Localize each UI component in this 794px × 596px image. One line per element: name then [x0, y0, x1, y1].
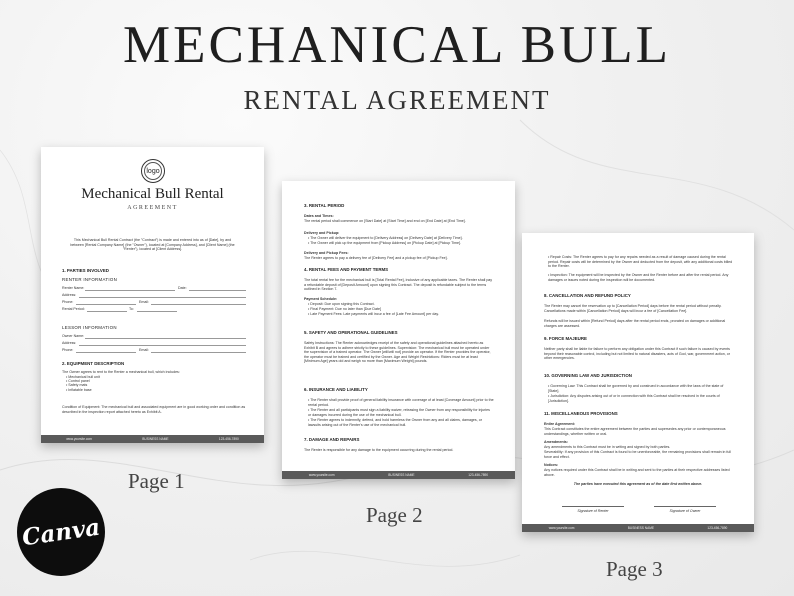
- footer-website: www.yoursite.com: [308, 473, 335, 477]
- section-fees: 4. RENTAL FEES AND PAYMENT TERMS: [304, 267, 389, 272]
- headline-title: MECHANICAL BULL: [123, 16, 671, 74]
- section-insurance: 6. INSURANCE AND LIABILITY: [304, 387, 368, 392]
- field-label: Address:: [62, 341, 77, 345]
- signature-label-renter: Signature of Renter: [577, 509, 609, 513]
- field-line: [76, 352, 136, 353]
- field-line: [151, 304, 246, 305]
- footer-website: www.yoursite.com: [66, 437, 92, 441]
- footer-phone: 123-456-7890: [468, 473, 489, 477]
- subheading: Notices:: [544, 463, 559, 467]
- paragraph: The rental period shall commence on [Start Date] at [Start Time] and end on [End Date] at [End Time].: [304, 219, 466, 223]
- page-label-2: Page 2: [366, 503, 423, 527]
- field-label: Date:: [178, 286, 187, 290]
- subheading: Delivery and Pickup Fees:: [304, 251, 349, 255]
- list-item: • Inflatable base: [66, 388, 92, 392]
- canva-badge-text: Canva: [20, 513, 102, 551]
- page-label-1: Page 1: [128, 469, 185, 493]
- paragraph: The Renter is responsible for any damage to the equipment occurring during the rental period.: [304, 448, 454, 452]
- field-label: To:: [129, 307, 134, 311]
- list-item: • The Owner will deliver the equipment to [Delivery Address] on [Delivery Date] at [Delivery Time].: [308, 236, 463, 240]
- document-page-1: [41, 147, 264, 443]
- section-parties: 1. PARTIES INVOLVED: [62, 268, 109, 273]
- footer-phone: 123-456-7890: [218, 437, 239, 441]
- paragraph: Any amendments to this Contract must be in writing and signed by both parties.: [544, 445, 671, 449]
- list-item: • Repair Costs: The Renter agrees to pay for any repairs needed as a result of damage caused during the rental period. Repair costs will be determined by the Owner and deducted from the deposit, with any additional costs billed to the Renter.: [548, 255, 733, 269]
- witness-statement: The parties have executed this agreement as of the date first written above.: [573, 482, 703, 486]
- lessor-info-heading: LESSOR INFORMATION: [62, 325, 117, 330]
- list-item: • The Owner will pick up the equipment from [Pickup Address] on [Pickup Date] at [Pickup Time].: [308, 241, 462, 245]
- condition-paragraph: Condition of Equipment: The mechanical bull and associated equipment are in good working order and condition as described in the inspection report attached hereto as Exhibit A.: [62, 405, 246, 414]
- list-item: • Late Payment Fees: Late payments will incur a fee of [Late Fee Amount] per day.: [308, 312, 439, 316]
- equipment-intro: The Owner agrees to rent to the Renter a mechanical bull, which includes:: [62, 370, 180, 374]
- signature-line: [654, 506, 716, 507]
- field-line: [137, 311, 177, 312]
- page-footer: [282, 471, 515, 479]
- section-cancellation: 8. CANCELLATION AND REFUND POLICY: [544, 293, 631, 298]
- subheading: Delivery and Pickup:: [304, 231, 340, 235]
- document-page-2: [282, 181, 515, 479]
- subheading: Dates and Times:: [304, 214, 334, 218]
- subheading: Amendments:: [544, 440, 568, 444]
- section-safety: 5. SAFETY AND OPERATIONAL GUIDELINES: [304, 330, 398, 335]
- document-subtitle: AGREEMENT: [127, 205, 178, 211]
- canva-badge-icon: [17, 488, 105, 576]
- section-damage: 7. DAMAGE AND REPAIRS: [304, 437, 360, 442]
- field-line: [79, 345, 246, 346]
- field-line: [189, 290, 246, 291]
- field-label: Address:: [62, 293, 77, 297]
- headline-subtitle: RENTAL AGREEMENT: [243, 85, 551, 115]
- paragraph: The total rental fee for the mechanical bull is [Total Rental Fee], inclusive of any applicable taxes. The Renter shall pay a refundable deposit of [Deposit Amount] upon signing this Contract. The deposit is refundable subject to the terms outlined in Section 7.: [304, 278, 493, 292]
- footer-business: BUSINESS NAME: [627, 526, 655, 530]
- paragraph: Refunds will be issued within [Refund Period] days after the rental period ends, prorated on damages or additional charges are assessed.: [544, 319, 726, 328]
- list-item: • Mechanical bull unit: [66, 375, 100, 379]
- list-item: • Jurisdiction: Any disputes arising out of or in connection with this Contract shall be resolved in the courts of [Jurisdiction].: [548, 394, 720, 403]
- logo-placeholder: logo: [141, 159, 165, 183]
- field-label: Renter Name:: [62, 286, 85, 290]
- footer-website: www.yoursite.com: [548, 526, 575, 530]
- section-rental-period: 3. RENTAL PERIOD: [304, 203, 345, 208]
- subheading: Payment Schedule:: [304, 297, 338, 301]
- field-label: Email:: [139, 300, 149, 304]
- list-item: • Governing Law: This Contract shall be governed by and construed in accordance with the laws of the state of [State].: [548, 384, 724, 393]
- document-title: Mechanical Bull Rental: [81, 186, 224, 202]
- page-footer: [522, 524, 754, 532]
- field-label: Owner Name:: [62, 334, 85, 338]
- paragraph: Severability: If any provision of this Contract is found to be unenforceable, the remaining provisions shall remain in full force and effect.: [544, 450, 731, 459]
- section-governing-law: 10. GOVERNING LAW AND JURISDICTION: [544, 373, 632, 378]
- field-label: Email:: [139, 348, 149, 352]
- field-line: [87, 311, 127, 312]
- list-item: • Control panel: [66, 379, 90, 383]
- paragraph: The Renter may cancel the reservation up to [Cancellation Period] days before the rental period without penalty. Cancellations made within [Cancellation Period] days will incur a fee of [Cancellation Fee].: [544, 304, 722, 313]
- paragraph: Neither party shall be liable for failure to perform any obligation under this Contract if such failure is caused by events beyond their reasonable control, including but not limited to natural disasters, acts of God, war, government action, or other emergencies.: [544, 347, 730, 361]
- field-label: Phone:: [62, 348, 74, 352]
- signature-line: [562, 506, 624, 507]
- field-line: [85, 290, 175, 291]
- footer-phone: 123-456-7890: [707, 526, 728, 530]
- field-line: [85, 338, 246, 339]
- paragraph: Safety Instructions: The Renter acknowledges receipt of the safety and operational guidelines attached hereto as Exhibit B and agrees to adhere strictly to these guidelines. Supervision: The mechanical bull must be operated under the supervision of a trained operator. The Owner [will/will not] provide an operator. If the Renter provides the operator, the operator must be trained and certified by the Owner. Age and Weight Restrictions: Riders must be at least [Minimum Age] years old and weigh no more than [Maximum Weight] pounds.: [304, 341, 491, 364]
- list-item: • The Renter and all participants must sign a liability waiver, releasing the Owner from any responsibility for injuries or damages incurred during the use of the mechanical bull.: [308, 408, 490, 417]
- renter-info-heading: RENTER INFORMATION: [62, 277, 118, 282]
- paragraph: The Renter agrees to pay a delivery fee of [Delivery Fee] and a pickup fee of [Pickup Fee].: [304, 256, 448, 260]
- section-equipment: 2. EQUIPMENT DESCRIPTION: [62, 361, 125, 366]
- footer-business: BUSINESS NAME: [142, 437, 169, 441]
- field-line: [79, 297, 246, 298]
- list-item: • Final Payment: Due no later than [Due Date]: [308, 307, 381, 311]
- list-item: • Inspection: The equipment will be inspected by the Owner and the Renter before and after the rental period. Any damages or issues noted during the inspection will be documented.: [548, 273, 729, 282]
- field-line: [151, 352, 246, 353]
- list-item: • Deposit: Due upon signing this Contract.: [308, 302, 375, 306]
- list-item: • The Renter agrees to indemnify, defend, and hold harmless the Owner from any and all claims, damages, or lawsuits arising out of the Renter's use of the mechanical bull.: [308, 418, 482, 427]
- field-line: [76, 304, 136, 305]
- paragraph: Any notices required under this Contract shall be in writing and sent to the parties at their respective addresses listed above.: [544, 468, 730, 477]
- section-force-majeure: 9. FORCE MAJEURE: [544, 336, 587, 341]
- footer-business: BUSINESS NAME: [388, 473, 415, 477]
- signature-label-owner: Signature of Owner: [669, 509, 701, 513]
- list-item: • The Renter shall provide proof of general liability insurance with coverage of at least [Coverage Amount] prior to the rental period.: [308, 398, 494, 407]
- subheading: Entire Agreement:: [544, 422, 576, 426]
- document-page-3: [522, 233, 754, 532]
- field-label: Rental Period:: [62, 307, 85, 311]
- field-label: Phone:: [62, 300, 74, 304]
- page-footer: [41, 435, 264, 443]
- page-label-3: Page 3: [606, 557, 663, 581]
- paragraph: This Contract constitutes the entire agreement between the parties and supersedes any prior or contemporaneous understandings, whether written or oral.: [544, 427, 726, 436]
- section-misc: 11. MISCELLANEOUS PROVISIONS: [544, 411, 618, 416]
- intro-paragraph: This Mechanical Bull Rental Contract (the "Contract") is made and entered into as of [Date], by and between [Rental Company Name] (the "Owner"), located at [Company Address], and [Client Name] (the "Renter"), located at [Client Address].: [70, 238, 235, 252]
- list-item: • Safety mats: [66, 383, 88, 387]
